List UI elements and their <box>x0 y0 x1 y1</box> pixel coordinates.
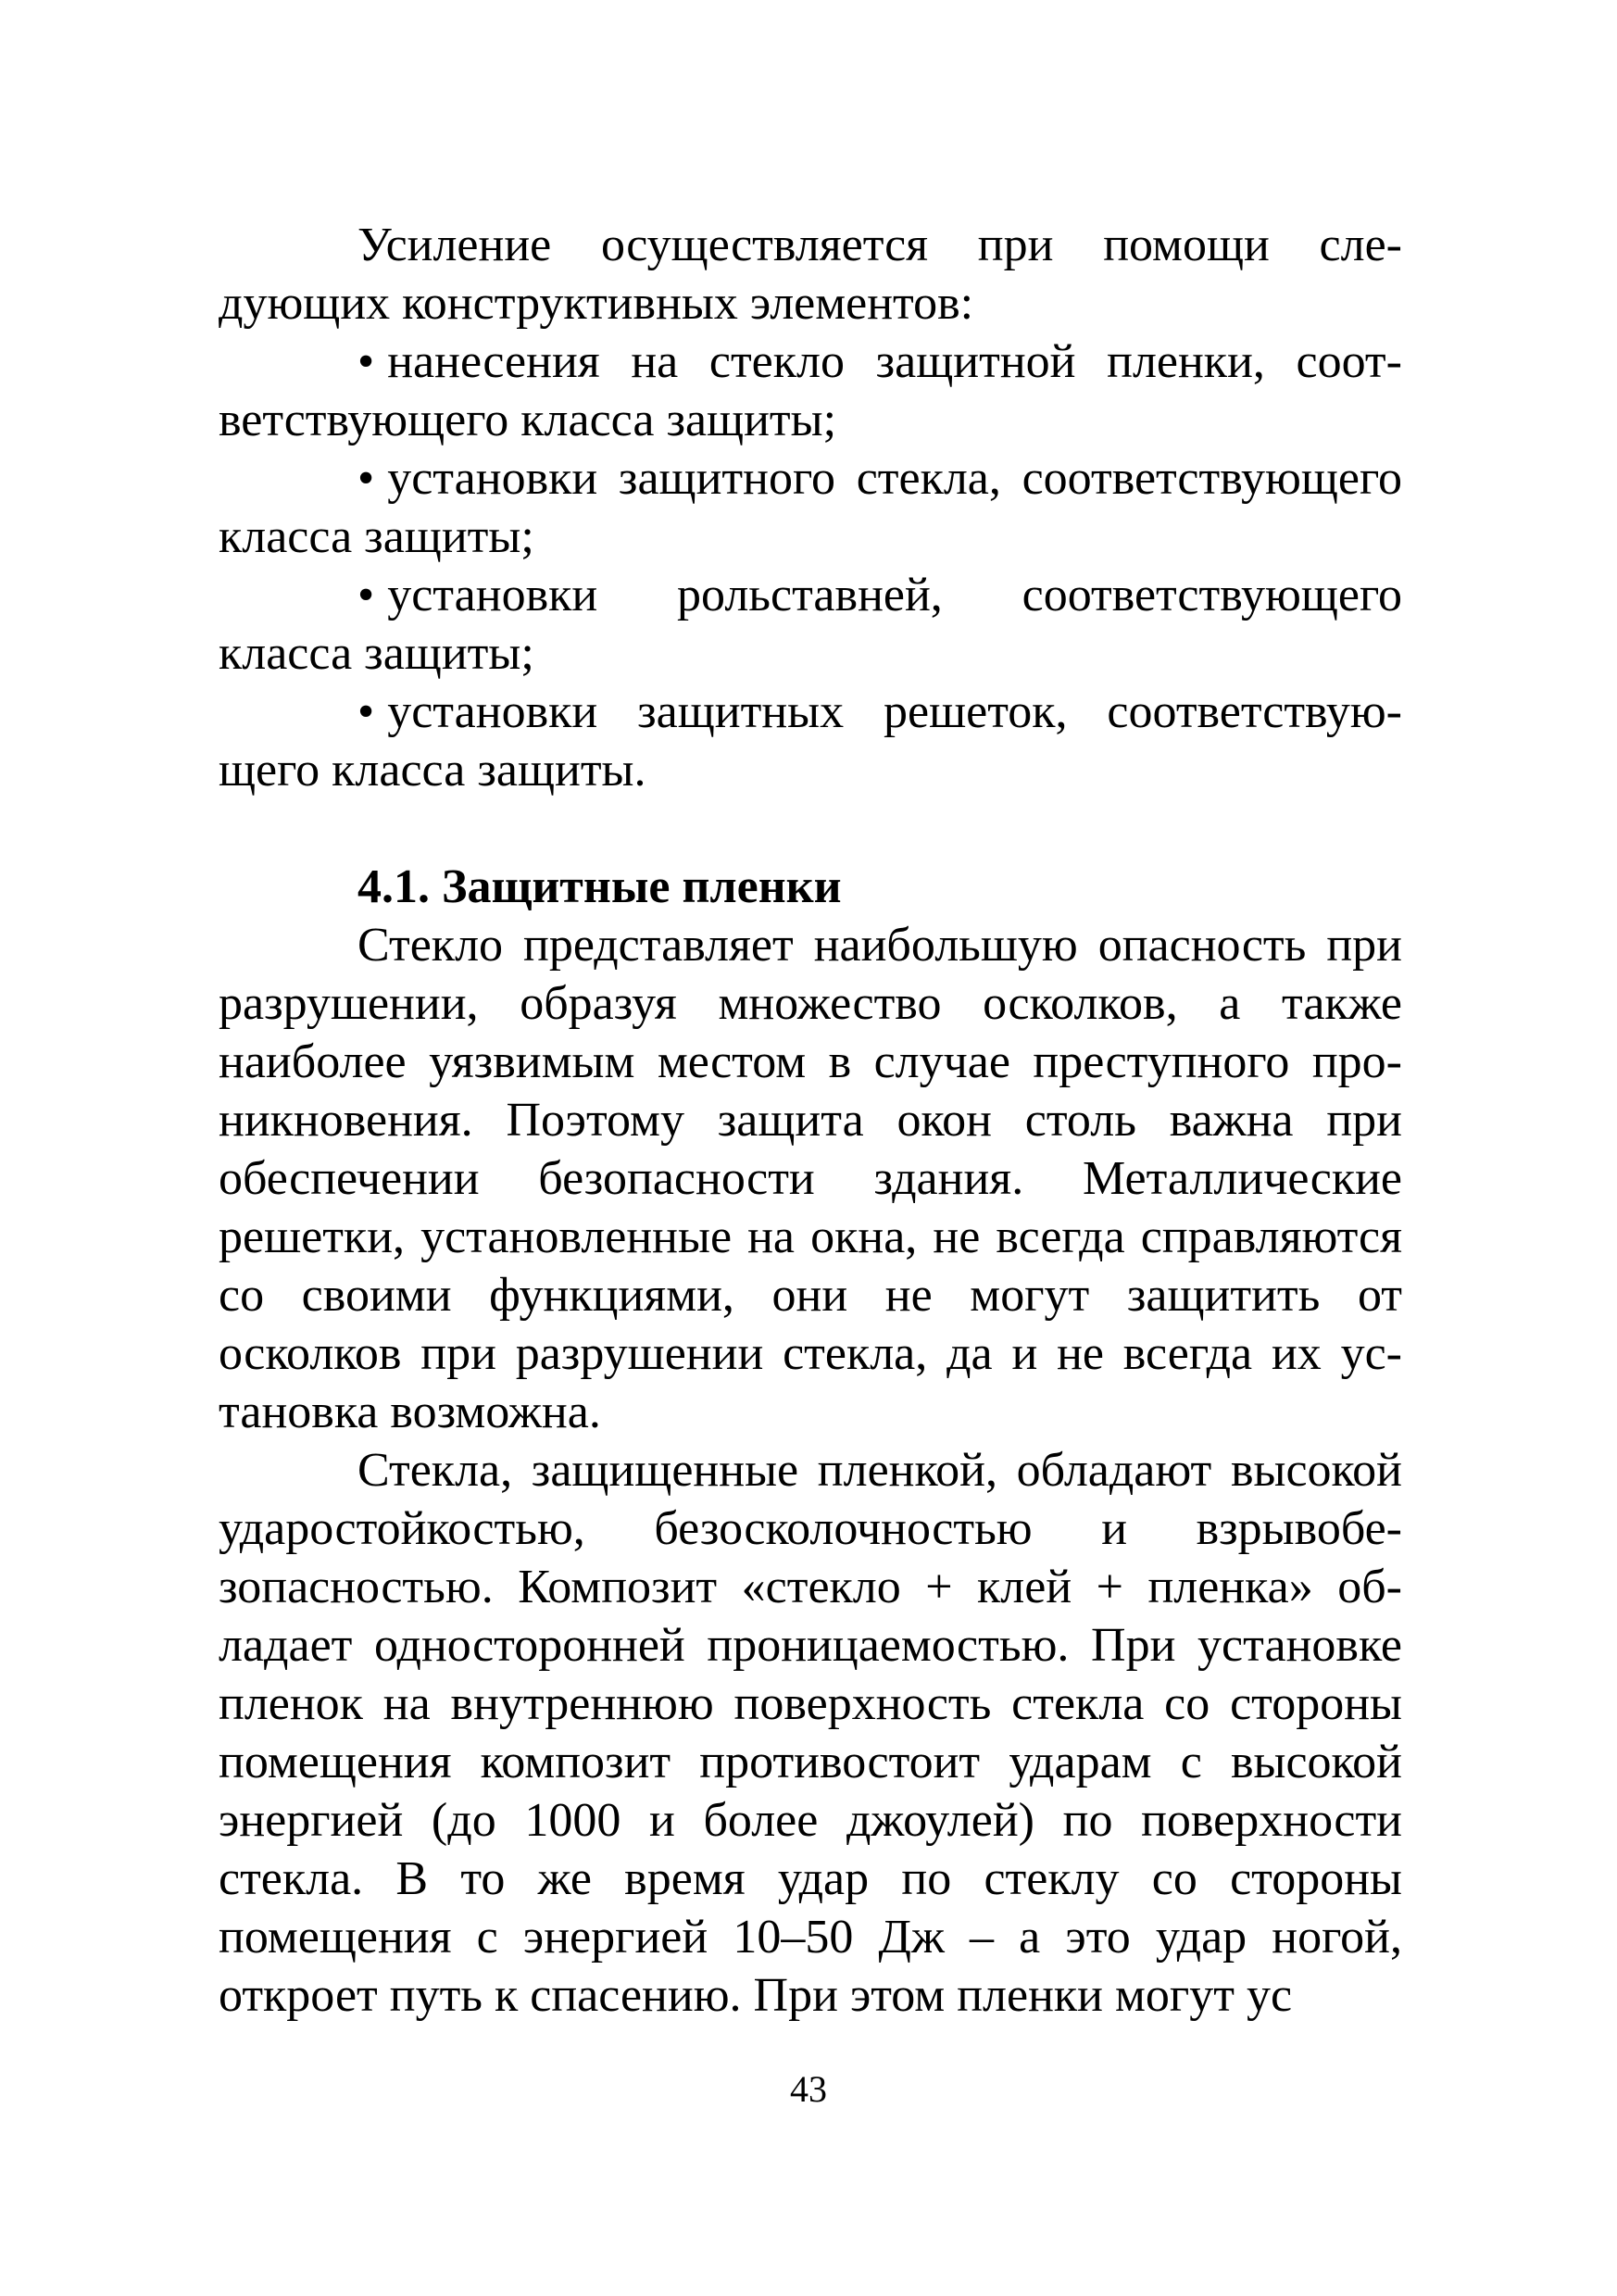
body-paragraph: Стекло представляет наибольшую опасность при разрушении, образуя множество осколков, а также наиболее уязвимым местом в случае преступного проникновения. Поэтому защита окон столь важна при обеспечении безопасности здания. Металлические решетки, установленные на окна, не всегда справляются со своими функциями, они не могут защитить от осколков при разрушении стекла, да и не всегда их установка возможна. <box>219 919 1402 1438</box>
bullet-item <box>219 566 1402 683</box>
bullet-text: установки защитного стекла, соответствующего класса защиты; <box>219 452 1402 563</box>
body-paragraph: Стекла, защищенные пленкой, обладают высокой ударостойкостью, безосколочностью и взрывобезопасностью. Композит «стекло + клей + пленка» обладает односторонней проницаемостью. При установке пленок на внутреннюю поверхность стекла со стороны помещения композит противостоит ударам с высокой энергией (до 1000 и более джоулей) по поверхности стекла. В то же время удар по стеклу со стороны помещения с энергией 10–50 Дж – а это удар ногой, откроет путь к спасению. При этом пленки могут ус <box>219 1444 1402 2022</box>
spacer <box>219 799 1402 858</box>
section-heading: 4.1. Защитные пленки <box>357 860 842 913</box>
page-number: 43 <box>790 2068 827 2110</box>
bullet-text: нанесения на стекло защитной пленки, соответствующего класса защиты; <box>219 335 1402 446</box>
bullet-text: установки рольставней, соответствующего класса защиты; <box>219 569 1402 680</box>
bullet-icon: • <box>357 569 375 621</box>
bullet-icon: • <box>357 685 375 738</box>
bullet-item <box>219 683 1402 799</box>
bullet-icon: • <box>357 452 375 505</box>
bullet-item <box>219 449 1402 566</box>
bullet-item <box>219 332 1402 449</box>
intro-paragraph: Усиление осуществляется при помощи следующих конструктивных элементов: <box>219 219 1402 330</box>
bullet-text: установки защитных решеток, соответствующего класса защиты. <box>219 685 1402 797</box>
body-text <box>219 216 1402 2025</box>
bullet-icon: • <box>357 335 375 388</box>
